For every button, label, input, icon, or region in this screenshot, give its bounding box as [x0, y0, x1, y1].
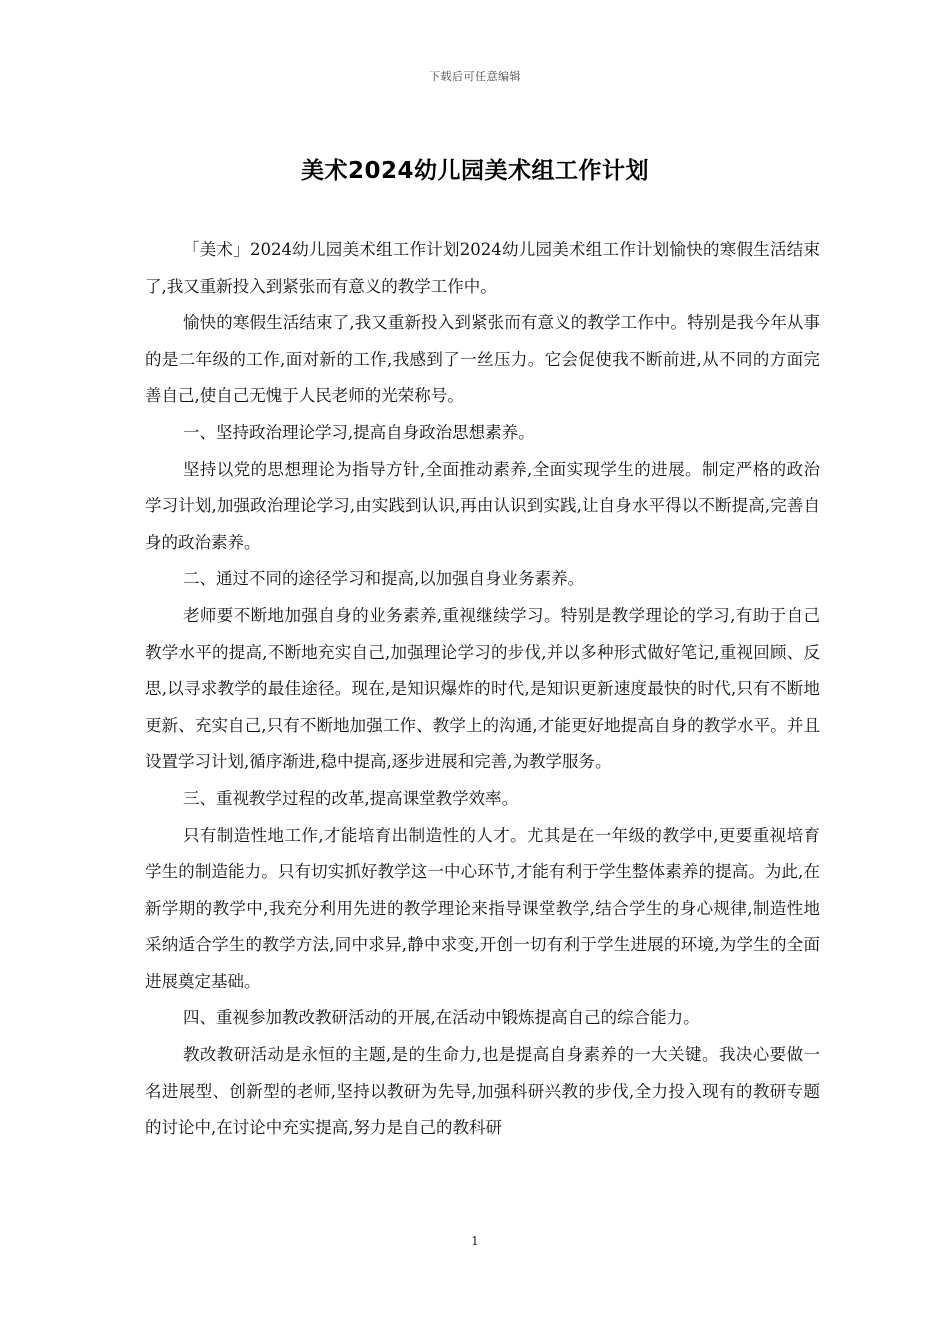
page-number: 1	[471, 1234, 479, 1248]
section-heading-3: 三、重视教学过程的改革,提高课堂教学效率。	[182, 788, 519, 808]
document-body	[145, 232, 820, 1147]
paragraph-section-3: 只有制造性地工作,才能培育出制造性的人才。尤其是在一年级的教学中,更要重视培育学生的制造能力。只有切实抓好教学这一中心环节,才能有利于学生整体素养的提高。为此,在新学期的教学中,我充分利用先进的教学理论来指导课堂教学,结合学生的身心规律,制造性地采纳适合学生的教学方法,同中求异,静中求变,开创一切有利于学生进展的环境,为学生的全面进展奠定基础。	[145, 825, 820, 991]
section-heading-4: 四、重视参加教改教研活动的开展,在活动中锻炼提高自己的综合能力。	[182, 1008, 700, 1028]
document-title: 美术2024幼儿园美术组工作计划	[300, 158, 649, 184]
paragraph-section-1: 坚持以党的思想理论为指导方针,全面推动素养,全面实现学生的进展。制定严格的政治学习计划,加强政治理论学习,由实践到认识,再由认识到实践,让自身水平得以不断提高,完善自身的政治素养。	[145, 459, 820, 552]
paragraph-section-4: 教改教研活动是永恒的主题,是的生命力,也是提高自身素养的一大关键。我决心要做一名进展型、创新型的老师,坚持以教研为先导,加强科研兴教的步伐,全力投入现有的教研专题的讨论中,在讨论中充实提高,努力是自己的教科研	[145, 1045, 820, 1138]
paragraph-opening: 愉快的寒假生活结束了,我又重新投入到紧张而有意义的教学工作中。特别是我今年从事的是二年级的工作,面对新的工作,我感到了一丝压力。它会促使我不断前进,从不同的方面完善自己,使自己无愧于人民老师的光荣称号。	[145, 313, 820, 406]
paragraph-intro: 「美术」2024幼儿园美术组工作计划2024幼儿园美术组工作计划愉快的寒假生活结束了,我又重新投入到紧张而有意义的教学工作中。	[145, 240, 820, 296]
section-heading-2: 二、通过不同的途径学习和提高,以加强自身业务素养。	[182, 569, 585, 589]
header-note: 下载后可任意编辑	[429, 70, 521, 83]
section-heading-1: 一、坚持政治理论学习,提高自身政治思想素养。	[182, 422, 535, 442]
paragraph-section-2: 老师要不断地加强自身的业务素养,重视继续学习。特别是教学理论的学习,有助于自己教学水平的提高,不断地充实自己,加强理论学习的步伐,并以多种形式做好笔记,重视回顾、反思,以寻求教学的最佳途径。现在,是知识爆炸的时代,是知识更新速度最快的时代,只有不断地更新、充实自己,只有不断地加强工作、教学上的沟通,才能更好地提高自身的教学水平。并且设置学习计划,循序渐进,稳中提高,逐步进展和完善,为教学服务。	[145, 605, 820, 772]
